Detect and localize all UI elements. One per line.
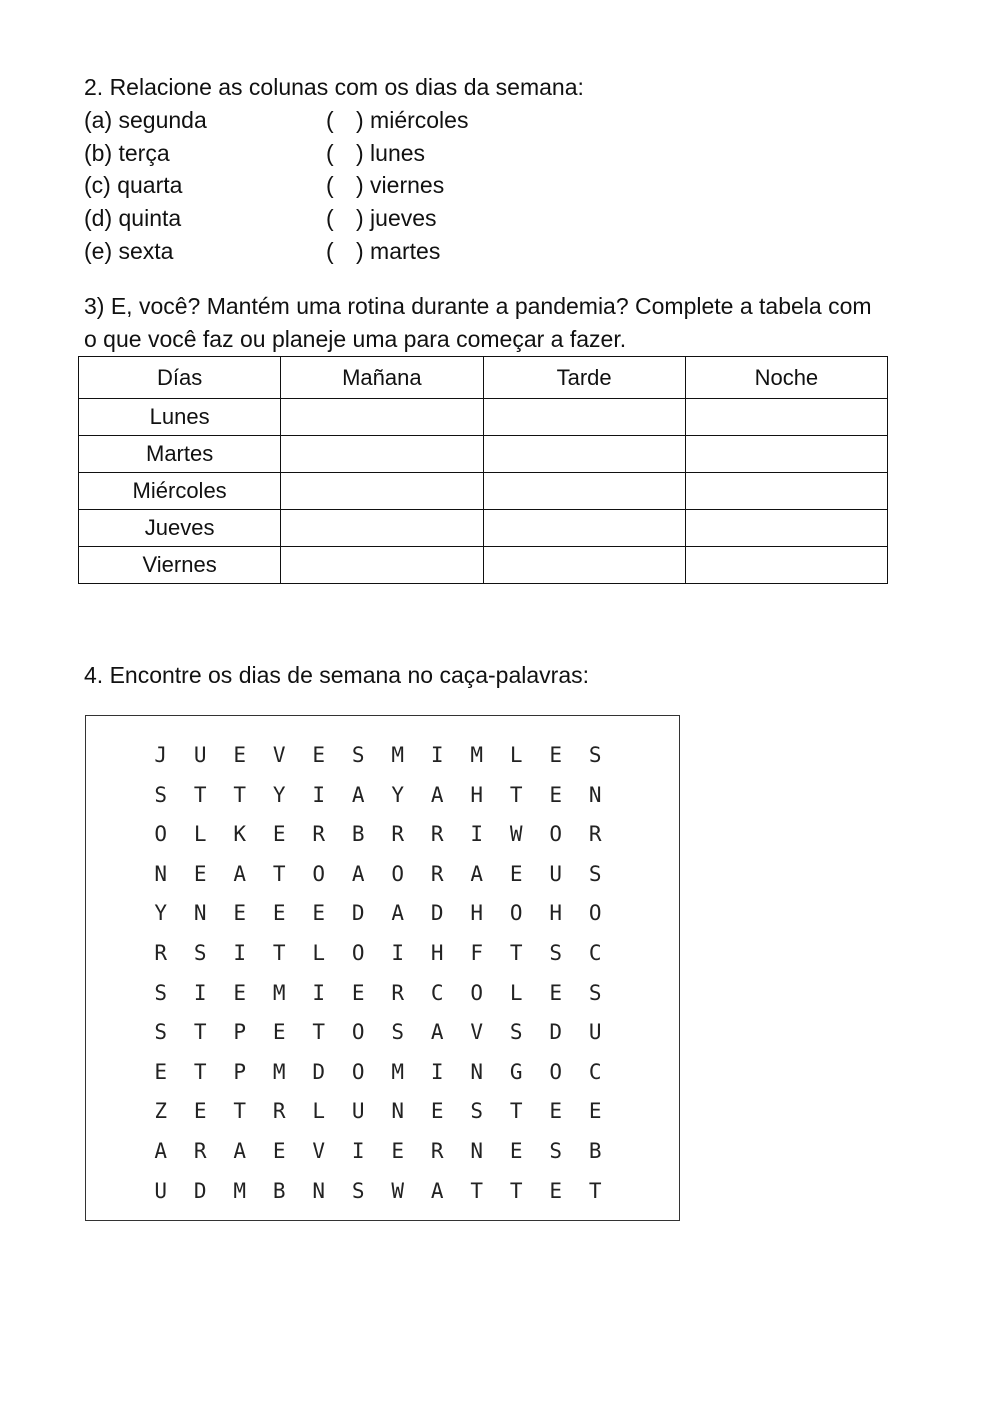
- word-search-box: [85, 715, 680, 1221]
- word-search-letter[interactable]: E: [549, 1099, 563, 1124]
- word-search-letter[interactable]: D: [549, 1020, 563, 1045]
- q2-answer-blank[interactable]: (: [326, 238, 334, 264]
- word-search-letter[interactable]: V: [470, 1020, 484, 1045]
- word-search-letter[interactable]: V: [312, 1138, 326, 1163]
- word-search-letter[interactable]: M: [391, 743, 405, 767]
- word-search-letter[interactable]: E: [272, 822, 286, 847]
- table-row: [79, 399, 888, 436]
- word-search-letter[interactable]: O: [391, 861, 405, 886]
- word-search-letter[interactable]: I: [193, 980, 207, 1005]
- q2-right-item: ) lunes: [356, 140, 426, 166]
- word-search-letter[interactable]: E: [233, 743, 247, 767]
- word-search-letter[interactable]: S: [351, 743, 365, 767]
- word-search-letter[interactable]: B: [588, 1138, 602, 1163]
- word-search-letter[interactable]: Z: [154, 1099, 168, 1124]
- word-search-letter[interactable]: M: [470, 743, 484, 767]
- word-search-letter[interactable]: V: [272, 743, 286, 767]
- q2-title: 2. Relacione as colunas com os dias da semana:: [84, 74, 584, 100]
- word-search-letter[interactable]: P: [233, 1020, 247, 1045]
- word-search-letter[interactable]: E: [588, 1099, 602, 1124]
- word-search-letter[interactable]: S: [193, 940, 207, 965]
- word-search-letter[interactable]: M: [272, 980, 286, 1005]
- word-search-letter[interactable]: E: [272, 1138, 286, 1163]
- q2-answer-blank[interactable]: (: [326, 107, 334, 133]
- word-search-letter[interactable]: T: [509, 1099, 523, 1124]
- word-search-letter[interactable]: O: [470, 980, 484, 1005]
- word-search-letter[interactable]: E: [233, 901, 247, 926]
- word-search-letter[interactable]: I: [470, 822, 484, 847]
- word-search-letter[interactable]: L: [509, 743, 523, 767]
- word-search-letter[interactable]: S: [509, 1020, 523, 1045]
- header-tarde: Tarde: [483, 357, 685, 399]
- word-search-letter[interactable]: A: [233, 1138, 247, 1163]
- word-search-letter[interactable]: C: [588, 940, 602, 965]
- q2-left-item: (b) terça: [84, 140, 170, 166]
- word-search-letter[interactable]: L: [312, 1099, 326, 1124]
- word-search-letter[interactable]: U: [351, 1099, 365, 1124]
- word-search-letter[interactable]: L: [193, 822, 207, 847]
- word-search-letter[interactable]: T: [193, 1020, 207, 1045]
- word-search-letter[interactable]: E: [549, 782, 563, 807]
- word-search-letter[interactable]: U: [193, 743, 207, 767]
- word-search-letter[interactable]: T: [193, 782, 207, 807]
- word-search-letter[interactable]: F: [470, 940, 484, 965]
- manana-cell[interactable]: [281, 473, 483, 510]
- word-search-letter[interactable]: S: [391, 1020, 405, 1045]
- table-row: [79, 436, 888, 473]
- tarde-cell[interactable]: [483, 510, 685, 547]
- word-search-letter[interactable]: R: [588, 822, 602, 847]
- word-search-letter[interactable]: O: [154, 822, 168, 847]
- table-row: [79, 473, 888, 510]
- word-search-letter[interactable]: M: [272, 1059, 286, 1084]
- word-search-letter[interactable]: N: [154, 861, 168, 886]
- q2-right-item: ) miércoles: [356, 107, 469, 133]
- q2-left-item: (c) quarta: [84, 172, 183, 198]
- q2-right-item: ) jueves: [356, 205, 437, 231]
- word-search-letter[interactable]: T: [233, 1099, 247, 1124]
- word-search-letter[interactable]: N: [312, 1178, 326, 1203]
- q2-answer-blank[interactable]: (: [326, 205, 334, 231]
- noche-cell[interactable]: [685, 473, 887, 510]
- word-search-letter[interactable]: R: [154, 940, 168, 965]
- word-search-letter[interactable]: S: [549, 940, 563, 965]
- q4-title: 4. Encontre os dias de semana no caça-palavras:: [84, 662, 590, 688]
- day-cell: Lunes: [79, 399, 281, 436]
- word-search-letter[interactable]: I: [430, 1059, 444, 1084]
- word-search-letter[interactable]: S: [154, 782, 168, 807]
- word-search-letter[interactable]: E: [312, 743, 326, 767]
- word-search-letter[interactable]: A: [430, 782, 444, 807]
- word-search-letter[interactable]: O: [351, 940, 365, 965]
- q2-answer-blank[interactable]: (: [326, 140, 334, 166]
- word-search-letter[interactable]: K: [233, 822, 247, 847]
- word-search-letter[interactable]: N: [470, 1059, 484, 1084]
- word-search-letter[interactable]: H: [430, 940, 444, 965]
- word-search-letter[interactable]: E: [193, 861, 207, 886]
- word-search-letter[interactable]: D: [430, 901, 444, 926]
- word-search-letter[interactable]: O: [351, 1059, 365, 1084]
- word-search-letter[interactable]: O: [549, 1059, 563, 1084]
- word-search-letter[interactable]: M: [391, 1059, 405, 1084]
- manana-cell[interactable]: [281, 510, 483, 547]
- word-search-letter[interactable]: W: [391, 1178, 405, 1203]
- word-search-letter[interactable]: O: [509, 901, 523, 926]
- word-search-letter[interactable]: J: [154, 743, 168, 767]
- word-search-letter[interactable]: S: [588, 743, 602, 767]
- tarde-cell[interactable]: [483, 547, 685, 584]
- word-search-letter[interactable]: E: [549, 743, 563, 767]
- manana-cell[interactable]: [281, 436, 483, 473]
- word-search-letter[interactable]: U: [588, 1020, 602, 1045]
- word-search-letter[interactable]: O: [312, 861, 326, 886]
- word-search-letter[interactable]: R: [312, 822, 326, 847]
- word-search-letter[interactable]: D: [312, 1059, 326, 1084]
- word-search-letter[interactable]: A: [470, 861, 484, 886]
- word-search-letter[interactable]: D: [193, 1178, 207, 1203]
- word-search-letter[interactable]: T: [509, 782, 523, 807]
- word-search-letter[interactable]: E: [509, 1138, 523, 1163]
- word-search-letter[interactable]: N: [588, 782, 602, 807]
- manana-cell[interactable]: [281, 399, 483, 436]
- manana-cell[interactable]: [281, 547, 483, 584]
- word-search-letter[interactable]: E: [272, 1020, 286, 1045]
- word-search-letter[interactable]: L: [509, 980, 523, 1005]
- q2-left-item: (a) segunda: [84, 107, 207, 133]
- word-search-letter[interactable]: T: [509, 940, 523, 965]
- day-cell: Miércoles: [79, 473, 281, 510]
- word-search-letter[interactable]: I: [430, 743, 444, 767]
- word-search-letter[interactable]: A: [154, 1138, 168, 1163]
- day-cell: Martes: [79, 436, 281, 473]
- word-search-letter[interactable]: U: [549, 861, 563, 886]
- word-search-letter[interactable]: R: [193, 1138, 207, 1163]
- word-search-letter[interactable]: E: [430, 1099, 444, 1124]
- word-search-letter[interactable]: T: [509, 1178, 523, 1203]
- routine-table: [78, 356, 888, 584]
- table-header-row: [79, 357, 888, 399]
- tarde-cell[interactable]: [483, 399, 685, 436]
- q2-left-item: (e) sexta: [84, 238, 174, 264]
- word-search-letter[interactable]: R: [430, 1138, 444, 1163]
- word-search-letter[interactable]: T: [193, 1059, 207, 1084]
- noche-cell[interactable]: [685, 547, 887, 584]
- word-search-letter[interactable]: I: [312, 980, 326, 1005]
- word-search-letter[interactable]: G: [509, 1059, 523, 1084]
- word-search-letter[interactable]: R: [391, 980, 405, 1005]
- word-search-letter[interactable]: E: [193, 1099, 207, 1124]
- word-search-letter[interactable]: H: [470, 782, 484, 807]
- q3-prompt-line2: o que você faz ou planeje uma para começar a fazer.: [84, 326, 627, 352]
- word-search-letter[interactable]: A: [430, 1020, 444, 1045]
- word-search-letter[interactable]: T: [272, 940, 286, 965]
- word-search-letter[interactable]: D: [351, 901, 365, 926]
- word-search-letter[interactable]: T: [470, 1178, 484, 1203]
- word-search-letter[interactable]: E: [509, 861, 523, 886]
- word-search-letter[interactable]: E: [233, 980, 247, 1005]
- word-search-letter[interactable]: I: [312, 782, 326, 807]
- word-search-letter[interactable]: A: [391, 901, 405, 926]
- word-search-letter[interactable]: N: [391, 1099, 405, 1124]
- word-search-letter[interactable]: N: [470, 1138, 484, 1163]
- word-search-grid: [141, 736, 615, 1211]
- word-search-letter[interactable]: I: [391, 940, 405, 965]
- word-search-letter[interactable]: S: [351, 1178, 365, 1203]
- word-search-letter[interactable]: S: [154, 1020, 168, 1045]
- word-search-letter[interactable]: S: [470, 1099, 484, 1124]
- word-search-letter[interactable]: S: [588, 980, 602, 1005]
- table-row: [79, 547, 888, 584]
- word-search-letter[interactable]: E: [351, 980, 365, 1005]
- word-search-letter[interactable]: I: [351, 1138, 365, 1163]
- word-search-letter[interactable]: R: [272, 1099, 286, 1124]
- word-search-letter[interactable]: E: [549, 1178, 563, 1203]
- word-search-letter[interactable]: M: [233, 1178, 247, 1203]
- word-search-letter[interactable]: C: [430, 980, 444, 1005]
- word-search-letter[interactable]: O: [549, 822, 563, 847]
- word-search-letter[interactable]: R: [430, 822, 444, 847]
- header-manana: Mañana: [281, 357, 483, 399]
- q2-right-item: ) viernes: [356, 172, 445, 198]
- word-search-letter[interactable]: S: [588, 861, 602, 886]
- tarde-cell[interactable]: [483, 436, 685, 473]
- word-search-letter[interactable]: T: [588, 1178, 602, 1203]
- word-search-letter[interactable]: H: [470, 901, 484, 926]
- word-search-letter[interactable]: Y: [272, 782, 286, 807]
- table-row: [79, 510, 888, 547]
- word-search-letter[interactable]: B: [272, 1178, 286, 1203]
- word-search-letter[interactable]: S: [549, 1138, 563, 1163]
- word-search-letter[interactable]: C: [588, 1059, 602, 1084]
- word-search-letter[interactable]: W: [509, 822, 523, 847]
- word-search-letter[interactable]: B: [351, 822, 365, 847]
- word-search-letter[interactable]: T: [312, 1020, 326, 1045]
- word-search-letter[interactable]: L: [312, 940, 326, 965]
- day-cell: Jueves: [79, 510, 281, 547]
- day-cell: Viernes: [79, 547, 281, 584]
- word-search-letter[interactable]: T: [272, 861, 286, 886]
- word-search-letter[interactable]: E: [312, 901, 326, 926]
- word-search-letter[interactable]: A: [430, 1178, 444, 1203]
- tarde-cell[interactable]: [483, 473, 685, 510]
- header-noche: Noche: [685, 357, 887, 399]
- q3-prompt-line1: 3) E, você? Mantém uma rotina durante a pandemia? Complete a tabela com: [84, 293, 872, 319]
- word-search-letter[interactable]: E: [391, 1138, 405, 1163]
- word-search-letter[interactable]: E: [272, 901, 286, 926]
- word-search-letter[interactable]: P: [233, 1059, 247, 1084]
- word-search-letter[interactable]: S: [154, 980, 168, 1005]
- word-search-letter[interactable]: O: [351, 1020, 365, 1045]
- word-search-letter[interactable]: Y: [154, 901, 168, 926]
- q2-right-item: ) martes: [356, 238, 441, 264]
- noche-cell[interactable]: [685, 399, 887, 436]
- word-search-letter[interactable]: N: [193, 901, 207, 926]
- noche-cell[interactable]: [685, 510, 887, 547]
- word-search-letter[interactable]: T: [233, 782, 247, 807]
- word-search-letter[interactable]: R: [430, 861, 444, 886]
- q2-answer-blank[interactable]: (: [326, 172, 334, 198]
- word-search-letter[interactable]: E: [549, 980, 563, 1005]
- word-search-letter[interactable]: O: [588, 901, 602, 926]
- word-search-letter[interactable]: U: [154, 1178, 168, 1203]
- q2-left-item: (d) quinta: [84, 205, 182, 231]
- word-search-letter[interactable]: A: [351, 782, 365, 807]
- word-search-letter[interactable]: H: [549, 901, 563, 926]
- word-search-letter[interactable]: R: [391, 822, 405, 847]
- word-search-letter[interactable]: Y: [391, 782, 405, 807]
- header-dias: Días: [79, 357, 281, 399]
- word-search-letter[interactable]: A: [233, 861, 247, 886]
- word-search-letter[interactable]: I: [233, 940, 247, 965]
- word-search-letter[interactable]: E: [154, 1059, 168, 1084]
- word-search-letter[interactable]: A: [351, 861, 365, 886]
- noche-cell[interactable]: [685, 436, 887, 473]
